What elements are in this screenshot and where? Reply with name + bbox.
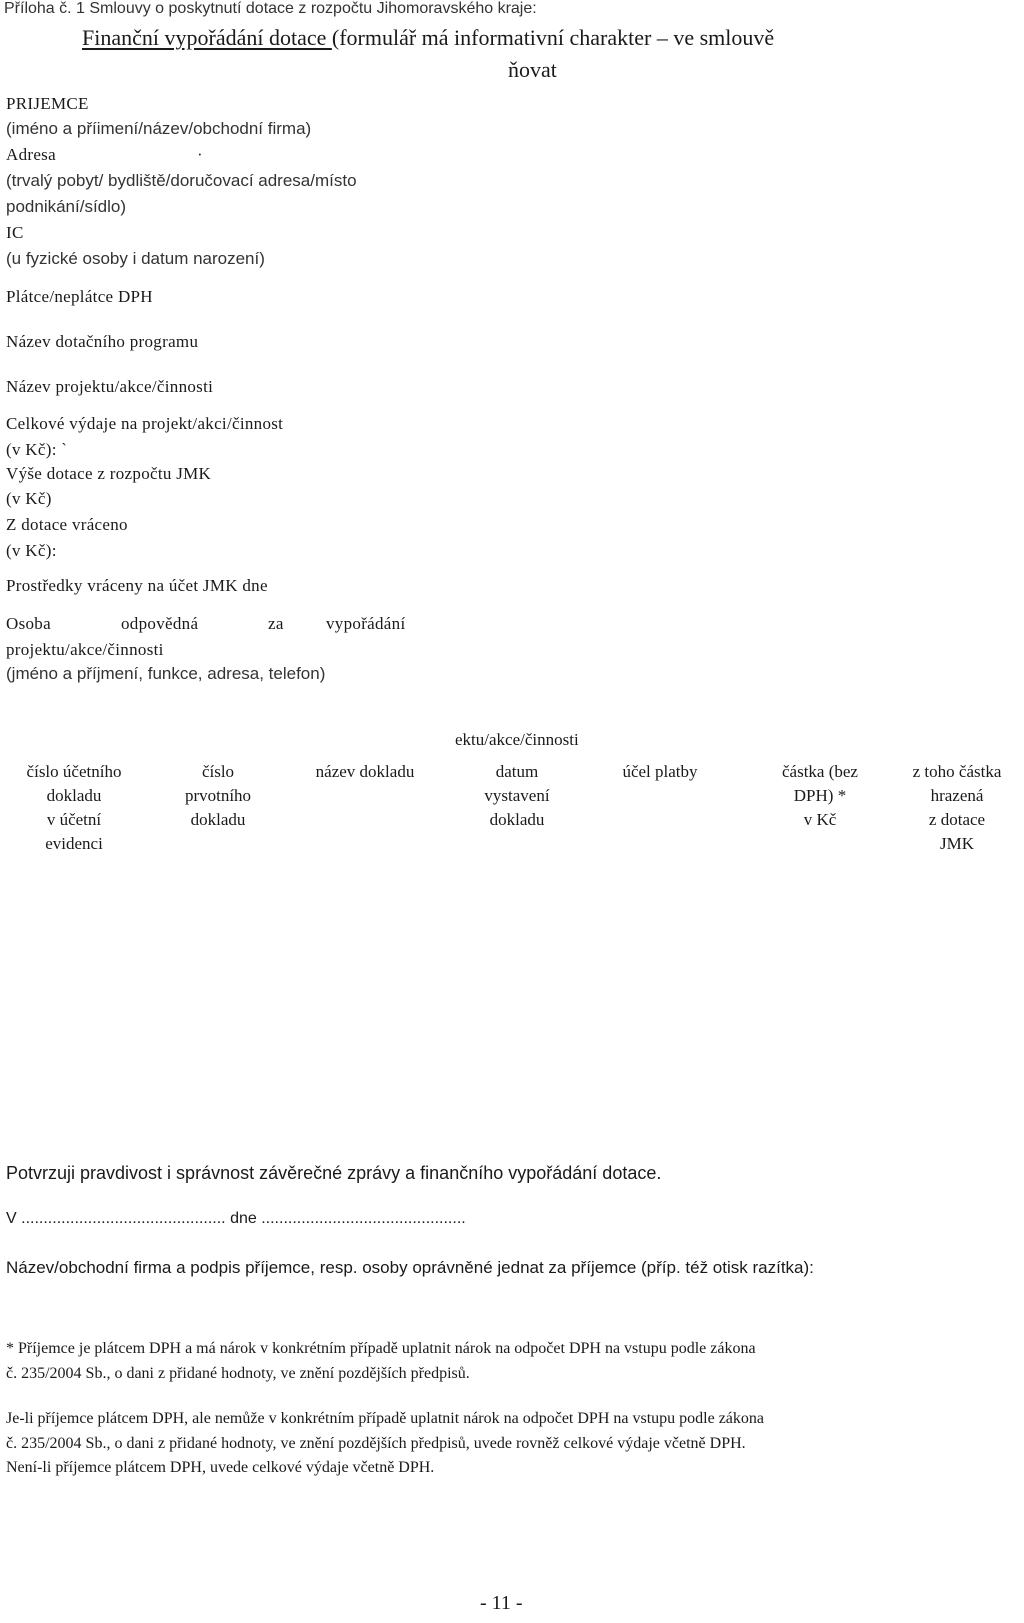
label-osoba-w2: odpovědná — [121, 614, 199, 633]
table-column-header — [4, 760, 144, 856]
column-header-line: DPH) * — [793, 786, 847, 805]
label-adresa-sub1: (trvalý pobyt/ bydliště/doručovací adresa/místo — [6, 171, 357, 190]
label-osoba-sub: (jméno a příjmení, funkce, adresa, telefon) — [6, 664, 326, 683]
title-continuation: ňovat — [508, 57, 557, 82]
column-header-line: dokladu — [489, 810, 545, 829]
column-header-line: evidenci — [45, 834, 103, 853]
place-date-line — [6, 1210, 466, 1228]
table-column-header — [158, 760, 278, 832]
label-osoba-w1: Osoba — [6, 614, 51, 633]
column-header-line: částka (bez — [782, 762, 858, 781]
label-vyse-dotace: Výše dotace z rozpočtu JMK — [6, 464, 212, 483]
table-column-header — [760, 760, 880, 832]
table-column-header — [595, 760, 725, 784]
title-note: (formulář má informativní charakter – ve smlouvě — [331, 25, 775, 50]
date-dots: .............................................. — [261, 1210, 466, 1227]
column-header-line: vystavení — [484, 786, 550, 805]
place-label: V — [6, 1210, 17, 1227]
column-header-line: prvotního — [184, 786, 252, 805]
vat-note-1a: * Příjemce je plátcem DPH a má nárok v konkrétním případě uplatnit nárok na odpočet DPH na vstupu podle zákona — [6, 1340, 756, 1357]
label-vraceno-sub: (v Kč): — [6, 541, 57, 560]
column-header-line: z dotace — [928, 810, 986, 829]
column-header-line: JMK — [939, 834, 974, 853]
label-dph: Plátce/neplátce DPH — [6, 287, 153, 306]
label-projekt: Název projektu/akce/činnosti — [6, 377, 214, 396]
place-dots: .............................................. — [21, 1210, 226, 1227]
column-header-line: název dokladu — [315, 762, 415, 781]
label-celkove-vydaje: Celkové výdaje na projekt/akci/činnost — [6, 414, 284, 433]
label-program: Název dotačního programu — [6, 332, 199, 351]
vat-note-2b: č. 235/2004 Sb., o dani z přidané hodnoty, ve znění pozdějších předpisů, uvede rovněž celkové výdaje včetně DPH. — [6, 1435, 746, 1452]
label-ic: IC — [6, 223, 24, 242]
vat-note-2a: Je-li příjemce plátcem DPH, ale nemůže v konkrétním případě uplatnit nárok na odpočet DPH na vstupu podle zákona — [6, 1410, 764, 1427]
label-vraceno: Z dotace vráceno — [6, 515, 128, 534]
signature-line: Název/obchodní firma a podpis příjemce, resp. osoby oprávněné jednat za příjemce (příp. též otisk razítka): — [6, 1258, 814, 1277]
page-number: - 11 - — [480, 1592, 523, 1614]
column-header-line: dokladu — [190, 810, 246, 829]
label-prijemce: PRIJEMCE — [6, 94, 89, 113]
title-main: Finanční vypořádání dotace — [82, 25, 332, 50]
label-osoba-w4: vypořádání — [326, 614, 406, 633]
column-header-line: číslo — [201, 762, 235, 781]
column-header-line: v Kč — [803, 810, 837, 829]
table-column-header — [290, 760, 440, 784]
column-header-line: v účetní — [46, 810, 102, 829]
label-prostredky: Prostředky vráceny na účet JMK dne — [6, 576, 268, 595]
page-title — [82, 25, 774, 51]
date-label: dne — [230, 1210, 257, 1227]
table-column-header — [893, 760, 1021, 856]
confirmation-text: Potvrzuji pravdivost i správnost závěrečné zprávy a finančního vypořádání dotace. — [6, 1163, 662, 1183]
vat-note-1b: č. 235/2004 Sb., o dani z přidané hodnoty, ve znění pozdějších předpisů. — [6, 1365, 470, 1382]
vat-note-2c: Není-li příjemce plátcem DPH, uvede celkové výdaje včetně DPH. — [6, 1459, 435, 1476]
column-header-line: z toho částka — [912, 762, 1002, 781]
column-header-line: účel platby — [622, 762, 698, 781]
annex-header: Příloha č. 1 Smlouvy o poskytnutí dotace z rozpočtu Jihomoravského kraje: — [4, 0, 537, 17]
table-column-header — [452, 760, 582, 832]
label-celkove-sub: (v Kč): ` — [6, 440, 68, 459]
column-header-line: dokladu — [46, 786, 102, 805]
column-header-line: číslo účetního — [26, 762, 122, 781]
label-osoba-w3: za — [268, 614, 284, 633]
label-ic-sub: (u fyzické osoby i datum narození) — [6, 249, 265, 268]
label-osoba-line2: projektu/akce/činnosti — [6, 640, 164, 659]
adresa-tick-mark: · — [197, 145, 203, 164]
column-header-line: hrazená — [930, 786, 984, 805]
table-caption: ektu/akce/činnosti — [455, 730, 579, 749]
label-vyse-sub: (v Kč) — [6, 489, 52, 508]
label-adresa-sub2: podnikání/sídlo) — [6, 197, 127, 216]
label-adresa: Adresa — [6, 145, 56, 164]
column-header-line: datum — [495, 762, 539, 781]
label-prijemce-sub: (iméno a příimení/název/obchodní firma) — [6, 119, 312, 138]
